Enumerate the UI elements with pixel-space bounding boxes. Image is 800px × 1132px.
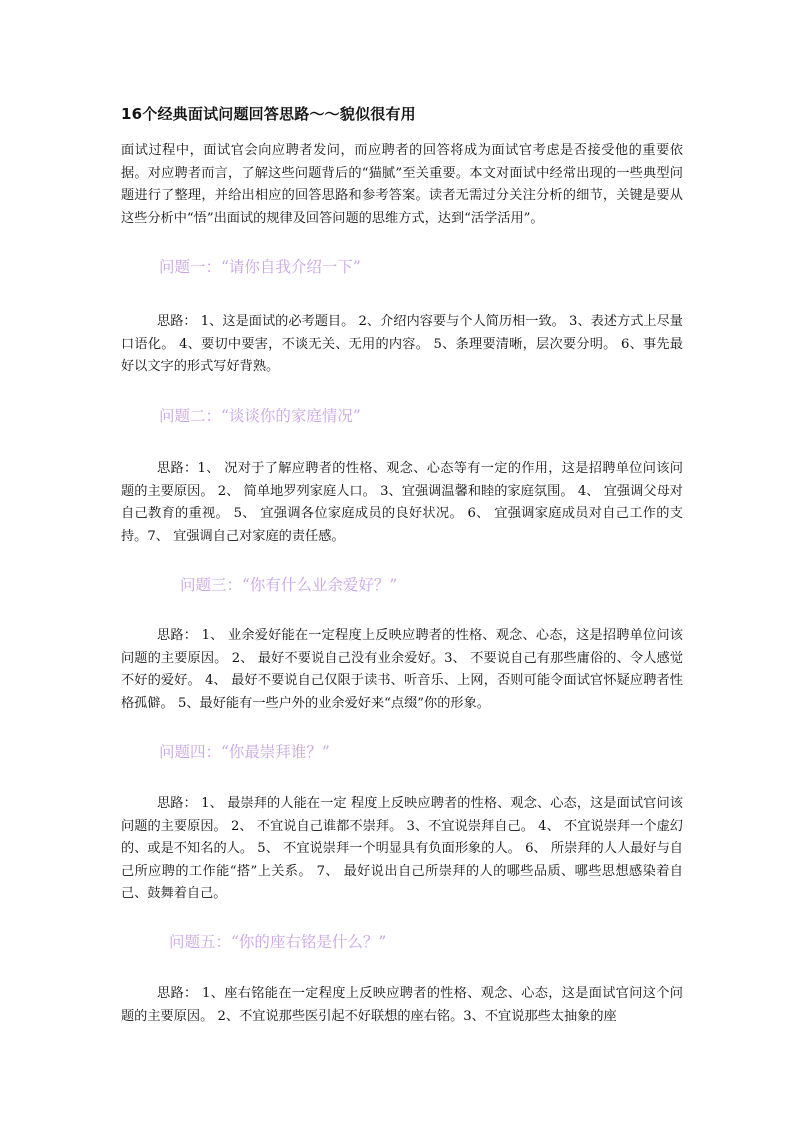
question-4-answer: 思路： 1、 最崇拜的人能在一定 程度上反映应聘者的性格、观念、心态，这是面试官问该问题的主要原因。 2、 不宜说自己谁都不崇拜。 3、不宜说崇拜自己。 4、 不宜说崇拜一个虚幻的、或是不知名的人。 5、 不宜说崇拜一个明显具有负面形象的人。 6、 所崇拜的人人最好与自己所应聘的工作能“搭”上关系。 7、 最好说出自己所崇拜的人的哪些品质、哪些思想感染着自己、鼓舞着自己。 xyxy=(121,796,683,901)
document-title: 16个经典面试问题回答思路～～貌似很有用 xyxy=(121,105,416,123)
question-5-heading: 问题五：“你的座右铭是什么？” xyxy=(169,933,387,951)
question-3-heading: 问题三：“你有什么业余爱好？” xyxy=(180,576,398,594)
intro-paragraph: 面试过程中，面试官会向应聘者发问，而应聘者的回答将成为面试官考虑是否接受他的重要依据。对应聘者而言，了解这些问题背后的“猫腻”至关重要。本文对面试中经常出现的一些典型问题进行了整理，并给出相应的回答思路和参考答案。读者无需过分关注分析的细节，关键是要从这些分析中“悟”出面试的规律及回答问题的思维方式，达到“活学活用”。 xyxy=(121,143,683,226)
question-1-answer: 思路： 1、这是面试的必考题目。 2、介绍内容要与个人简历相一致。 3、表述方式上尽量口语化。 4、要切中要害，不谈无关、无用的内容。 5、条理要清晰，层次要分明。 6、事先最好以文字的形式写好背熟。 xyxy=(121,314,683,374)
question-2-answer: 思路：1、 况对于了解应聘者的性格、观念、心态等有一定的作用，这是招聘单位问该问题的主要原因。 2、 简单地罗列家庭人口。 3、宜强调温馨和睦的家庭氛围。 4、 宜强调父母对自己教育的重视。 5、 宜强调各位家庭成员的良好状况。 6、 宜强调家庭成员对自己工作的支持。7、 宜强调自己对家庭的责任感。 xyxy=(121,461,683,544)
question-2-heading: 问题二：“谈谈你的家庭情况” xyxy=(159,407,361,425)
question-4-heading: 问题四：“你最崇拜谁？” xyxy=(159,743,330,761)
question-1-heading: 问题一：“请你自我介绍一下” xyxy=(159,258,361,276)
question-5-answer: 思路： 1、座右铭能在一定程度上反映应聘者的性格、观念、心态，这是面试官问这个问题的主要原因。 2、不宜说那些医引起不好联想的座右铭。3、不宜说那些太抽象的座 xyxy=(121,986,683,1024)
question-3-answer: 思路： 1、 业余爱好能在一定程度上反映应聘者的性格、观念、心态，这是招聘单位问该问题的主要原因。 2、 最好不要说自己没有业余爱好。3、 不要说自己有那些庸俗的、令人感觉不好的爱好。 4、 最好不要说自己仅限于读书、听音乐、上网，否则可能令面试官怀疑应聘者性格孤僻。 5、最好能有一些户外的业余爱好来“点缀”你的形象。 xyxy=(121,628,683,711)
